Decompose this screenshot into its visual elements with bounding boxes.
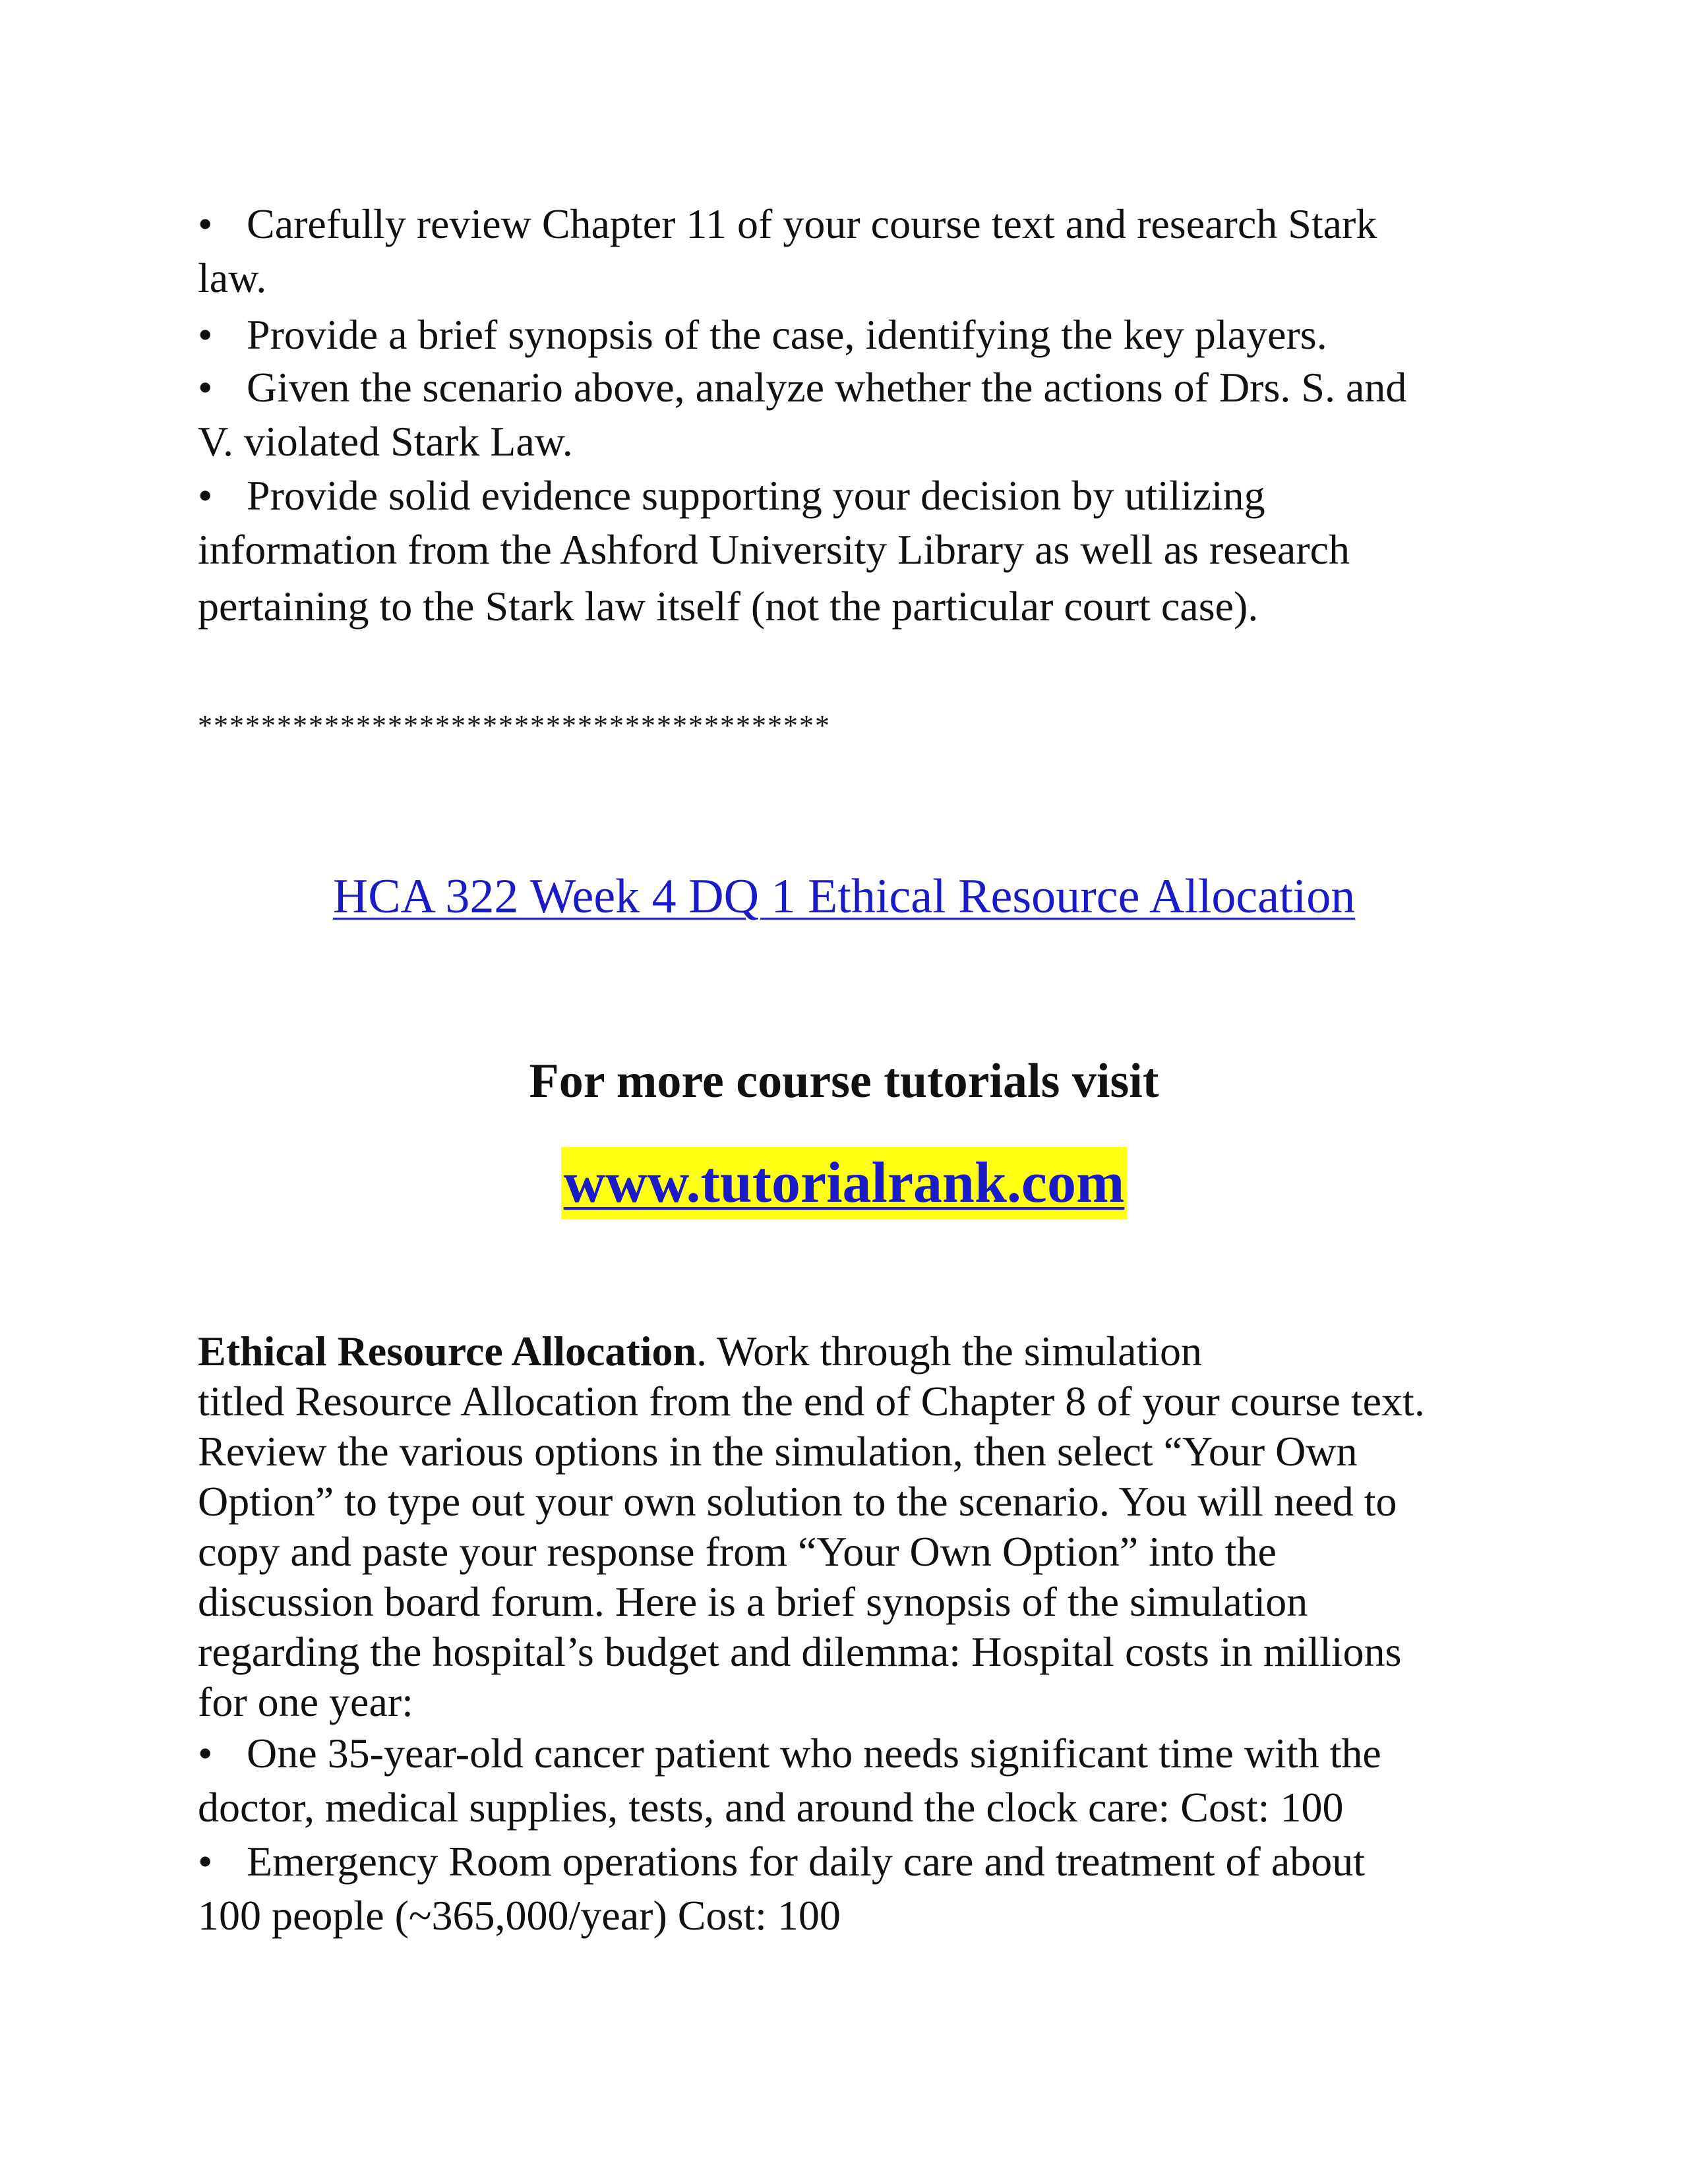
paragraph-line: regarding the hospital’s budget and dilemma: Hospital costs in millions [198,1628,1402,1675]
lead-rest: . Work through the simulation [696,1328,1203,1374]
bullet-item [198,361,1406,414]
bullet-continuation: 100 people (~365,000/year) Cost: 100 [198,1892,841,1939]
paragraph-line: Option” to type out your own solution to the scenario. You will need to [198,1478,1397,1525]
bullet-continuation: pertaining to the Stark law itself (not the particular court case). [198,583,1259,630]
site-link[interactable]: www.tutorialrank.com [561,1147,1128,1220]
promo-heading: For more course tutorials visit [529,1054,1159,1108]
separator: **************************************** [198,709,831,742]
bullet-icon: • [198,200,213,247]
bullet-continuation: information from the Ashford University Library as well as research [198,526,1350,573]
bullet-item [198,198,1377,251]
paragraph-line: discussion board forum. Here is a brief synopsis of the simulation [198,1578,1308,1625]
bullet-text: Provide a brief synopsis of the case, identifying the key players. [247,311,1327,358]
bullet-text: Given the scenario above, analyze whether the actions of Drs. S. and [247,364,1407,411]
bullet-continuation: law. [198,254,267,301]
bullet-item [198,469,1265,522]
lead-heading: Ethical Resource Allocation [198,1328,697,1374]
bullet-icon: • [198,1838,213,1885]
paragraph-line: copy and paste your response from “Your Own Option” into the [198,1528,1277,1575]
bullet-icon: • [198,1730,213,1777]
bullet-continuation: doctor, medical supplies, tests, and around the clock care: Cost: 100 [198,1784,1344,1831]
paragraph-line: for one year: [198,1678,413,1725]
bullet-text: Carefully review Chapter 11 of your course text and research Stark [247,200,1377,247]
bullet-icon: • [198,472,213,519]
bullet-item [198,1727,1381,1780]
paragraph-line: Review the various options in the simulation, then select “Your Own [198,1428,1358,1475]
bullet-continuation: V. violated Stark Law. [198,418,573,465]
bullet-text: Emergency Room operations for daily care and treatment of about [247,1838,1365,1885]
title-link[interactable]: HCA 322 Week 4 DQ 1 Ethical Resource Allocation [332,870,1356,924]
bullet-item [198,309,1327,361]
bullet-item [198,1835,1365,1888]
bullet-icon: • [198,311,213,358]
bullet-text: Provide solid evidence supporting your decision by utilizing [247,472,1265,519]
bullet-icon: • [198,364,213,411]
paragraph-line: titled Resource Allocation from the end of Chapter 8 of your course text. [198,1378,1425,1425]
paragraph-line [198,1325,1202,1378]
site-link-wrapper [0,1147,1688,1220]
bullet-text: One 35-year-old cancer patient who needs significant time with the [247,1730,1381,1777]
